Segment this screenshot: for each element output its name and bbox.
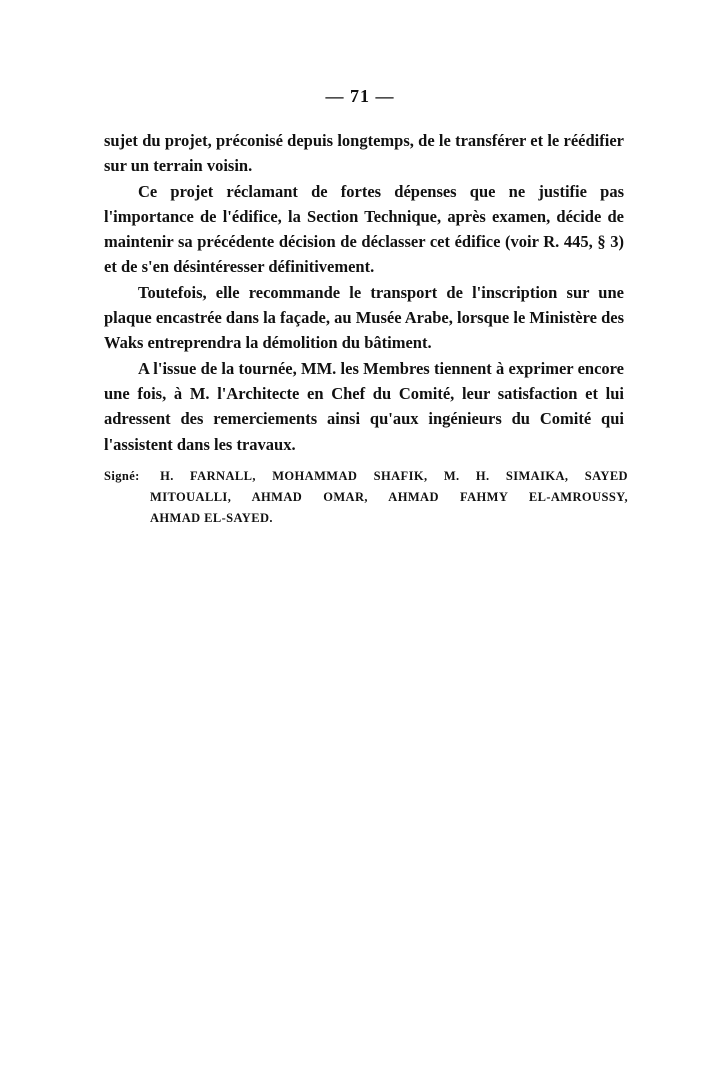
signature-lead: Signé: <box>104 469 140 483</box>
signature-line-2: MITOUALLI, AHMAD OMAR, AHMAD FAHMY EL-AMROUSSY, <box>150 490 628 504</box>
paragraph-section-technique-decision: Ce projet réclamant de fortes dépenses que ne justifie pas l'importance de l'édifice, la Section Technique, après examen, décide de maintenir sa précédente décision de déclasser cet édifice (voir R. 445, § 3) et de s'en désintéresser définitivement. <box>104 181 624 277</box>
signature-line-1 <box>104 466 628 487</box>
paragraph-closing-thanks: A l'issue de la tournée, MM. les Membres tiennent à exprimer encore une fois, à M. l'Architecte en Chef du Comité, leur satisfaction et lui adressent des remerciements ainsi qu'aux ingénieurs du Comité qui l'assistent dans les travaux. <box>104 358 624 454</box>
paragraph-continuation: sujet du projet, préconisé depuis longtemps, de le transférer et le réédifier sur un terrain voisin. <box>104 131 624 176</box>
signature-names-1: H. FARNALL, MOHAMMAD SHAFIK, M. H. SIMAIKA, SAYED <box>160 469 628 483</box>
page-number: — 71 — <box>325 86 395 106</box>
signature-line-3: AHMAD EL-SAYED. <box>150 511 273 525</box>
body-text <box>104 128 624 457</box>
paragraph-inscription-transport: Toutefois, elle recommande le transport de l'inscription sur une plaque encastrée dans la façade, au Musée Arabe, lorsque le Ministère des Waks entreprendra la démolition du bâtiment. <box>104 282 624 353</box>
signature-block <box>104 466 628 529</box>
